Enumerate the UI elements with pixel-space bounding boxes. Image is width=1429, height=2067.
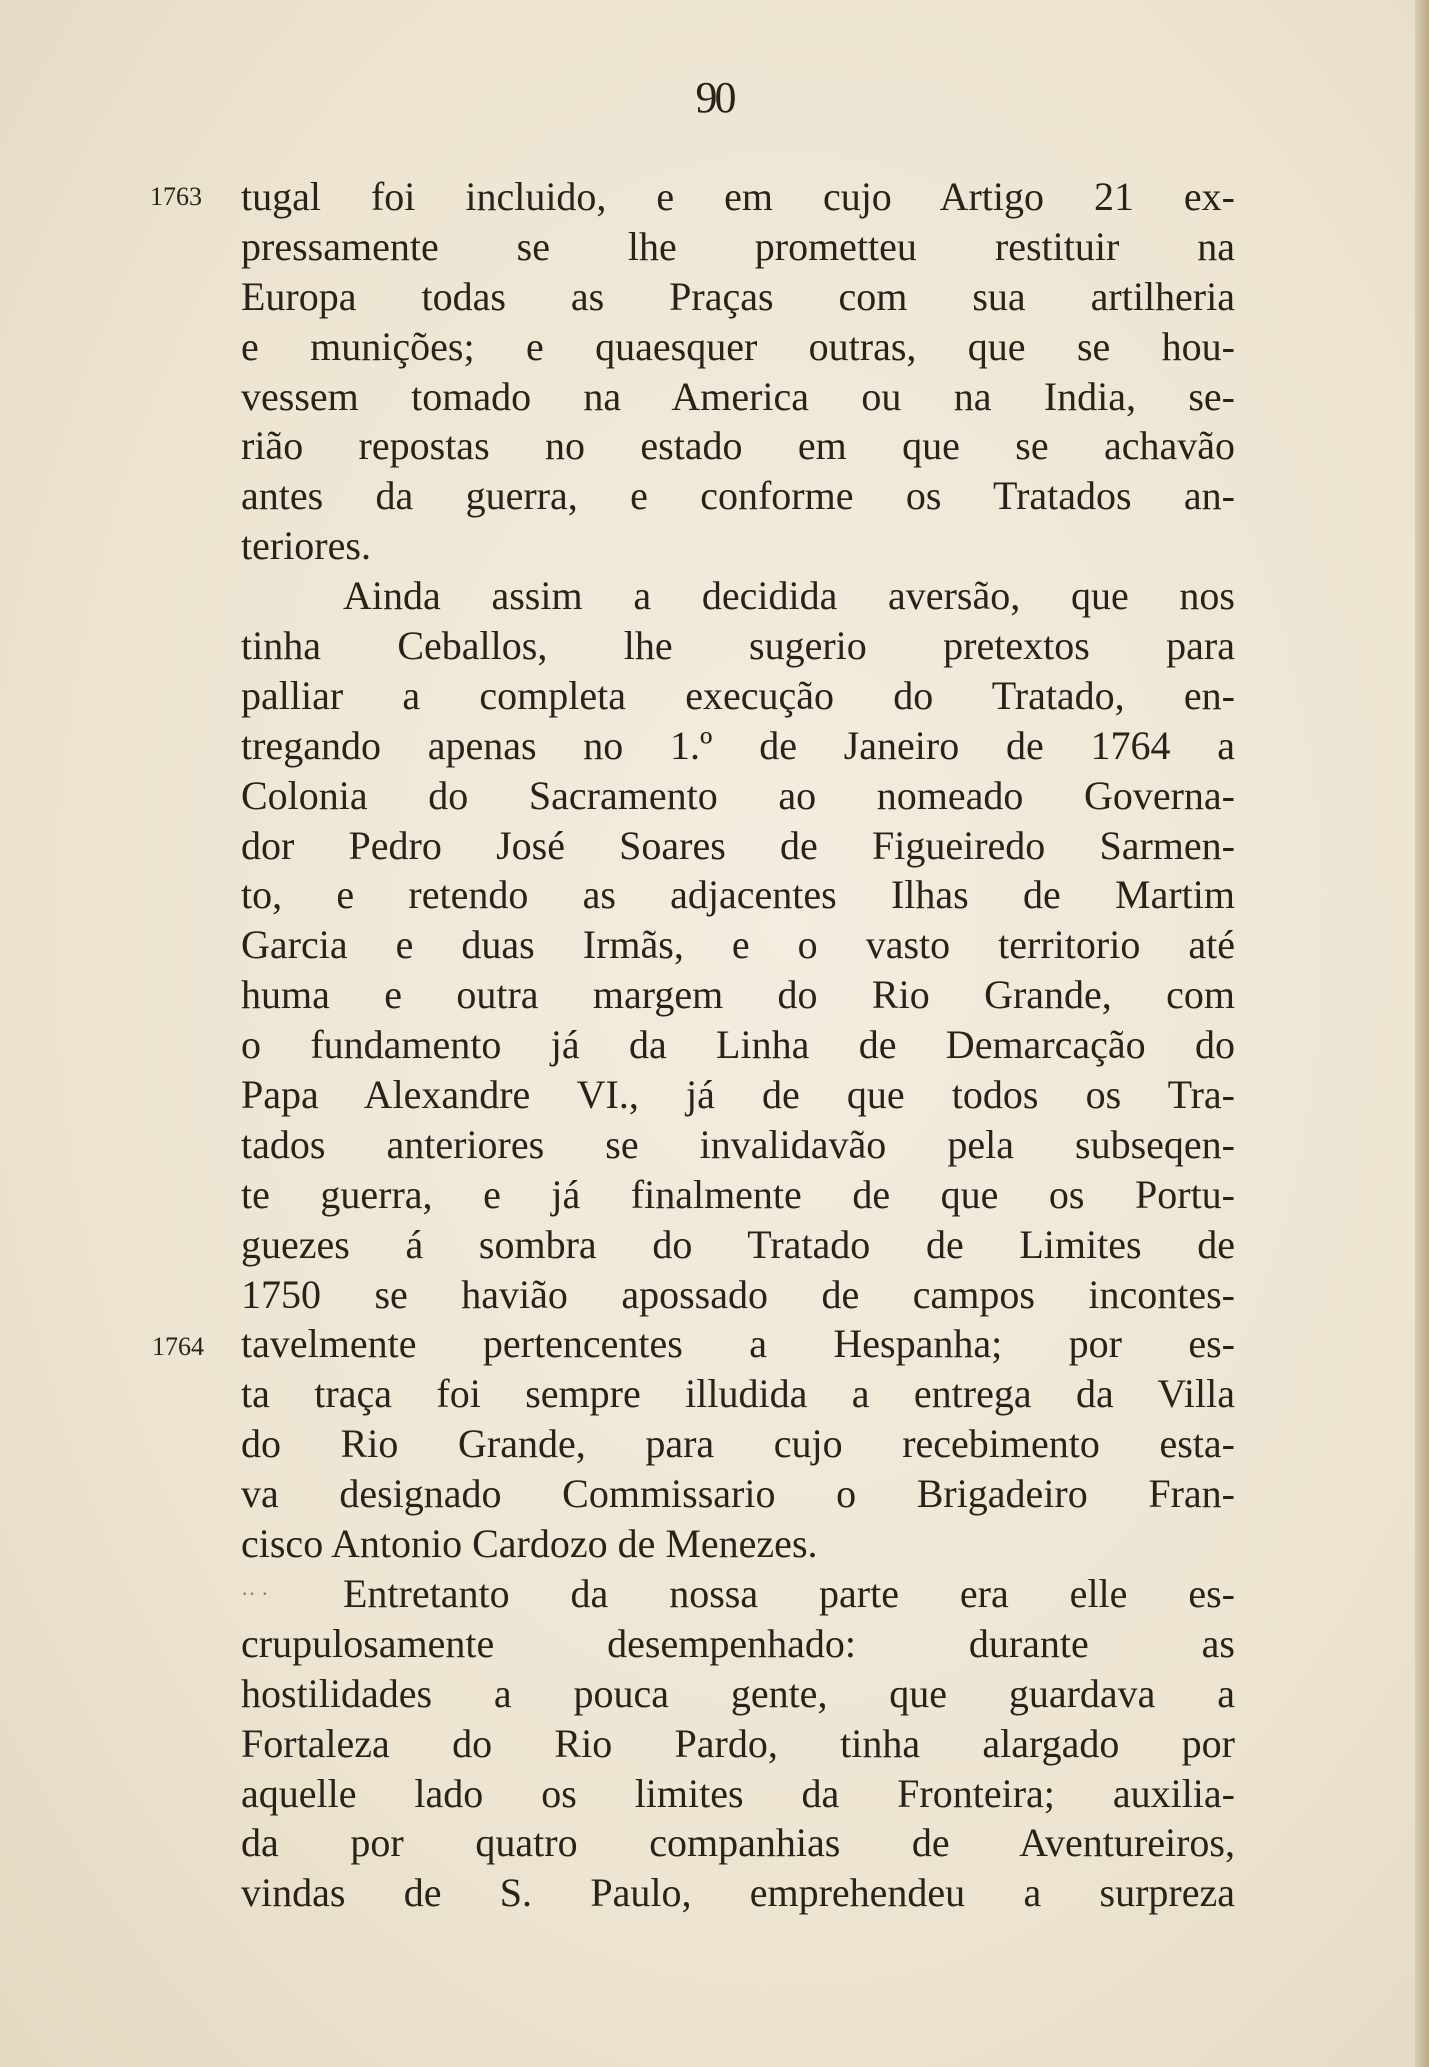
text-line: ·· · Entretanto da nossa parte era elle es-: [241, 1569, 1235, 1619]
text-line: huma e outra margem do Rio Grande, com: [241, 972, 1235, 1018]
page-number: 90: [695, 73, 734, 122]
text-line: tregando apenas no 1.º de Janeiro de 1764 a: [241, 722, 1235, 768]
page-edge-shadow: [1415, 0, 1429, 2067]
text-line: tinha Ceballos, lhe sugerio pretextos para: [241, 623, 1235, 669]
text-line: da por quatro companhias de Aventureiros,: [241, 1820, 1235, 1866]
text-line: antes da guerra, e conforme os Tratados an-: [241, 473, 1235, 519]
stray-dots: ·· ·: [241, 1580, 269, 1606]
text-line: te guerra, e já finalmente de que os Portu-: [241, 1171, 1235, 1217]
text-line: hostilidades a pouca gente, que guardava a: [241, 1670, 1235, 1716]
text-line: ta traça foi sempre illudida a entrega da Villa: [241, 1371, 1235, 1417]
text-line: pressamente se lhe prometteu restituir na: [241, 223, 1235, 269]
text-line: palliar a completa execução do Tratado, en-: [241, 672, 1235, 718]
text-line: vindas de S. Paulo, emprehendeu a surpreza: [241, 1870, 1235, 1916]
text-line: teriores.: [241, 523, 371, 569]
text-line: vessem tomado na America ou na India, se-: [241, 373, 1235, 419]
text-line: Europa todas as Praças com sua artilheria: [241, 273, 1235, 319]
text-line: Fortaleza do Rio Pardo, tinha alargado por: [241, 1720, 1235, 1766]
text-line: va designado Commissario o Brigadeiro Fran-: [241, 1471, 1235, 1517]
text-line: Colonia do Sacramento ao nomeado Governa-: [241, 772, 1235, 818]
text-line: tavelmente pertencentes a Hespanha; por es-: [241, 1321, 1235, 1367]
margin-note-year: 1764: [152, 1332, 204, 1361]
text-line: o fundamento já da Linha de Demarcação do: [241, 1022, 1235, 1068]
text-line: cisco Antonio Cardozo de Menezes.: [241, 1521, 818, 1567]
text-line: do Rio Grande, para cujo recebimento esta-: [241, 1421, 1235, 1467]
text-line: Garcia e duas Irmãs, e o vasto territorio até: [241, 922, 1235, 968]
text-line: crupulosamente desempenhado: durante as: [241, 1620, 1235, 1666]
text-line: to, e retendo as adjacentes Ilhas de Martim: [241, 872, 1235, 918]
margin-note-year: 1763: [150, 182, 202, 211]
text-line: 1750 se havião apossado de campos incontes-: [241, 1271, 1235, 1317]
text-line: tados anteriores se invalidavão pela subseqen-: [241, 1121, 1235, 1167]
text-line: e munições; e quaesquer outras, que se hou-: [241, 323, 1235, 369]
text-line: Papa Alexandre VI., já de que todos os Tra-: [241, 1072, 1235, 1118]
text-line: Ainda assim a decidida aversão, que nos: [343, 573, 1235, 619]
text-line: dor Pedro José Soares de Figueiredo Sarmen-: [241, 822, 1235, 868]
text-line: aquelle lado os limites da Fronteira; auxilia-: [241, 1770, 1235, 1816]
text-line: tugal foi incluido, e em cujo Artigo 21 ex-: [241, 174, 1235, 219]
body-text: [241, 172, 1235, 1918]
text-line: rião repostas no estado em que se achavão: [241, 423, 1235, 469]
text-line: guezes á sombra do Tratado de Limites de: [241, 1221, 1235, 1267]
